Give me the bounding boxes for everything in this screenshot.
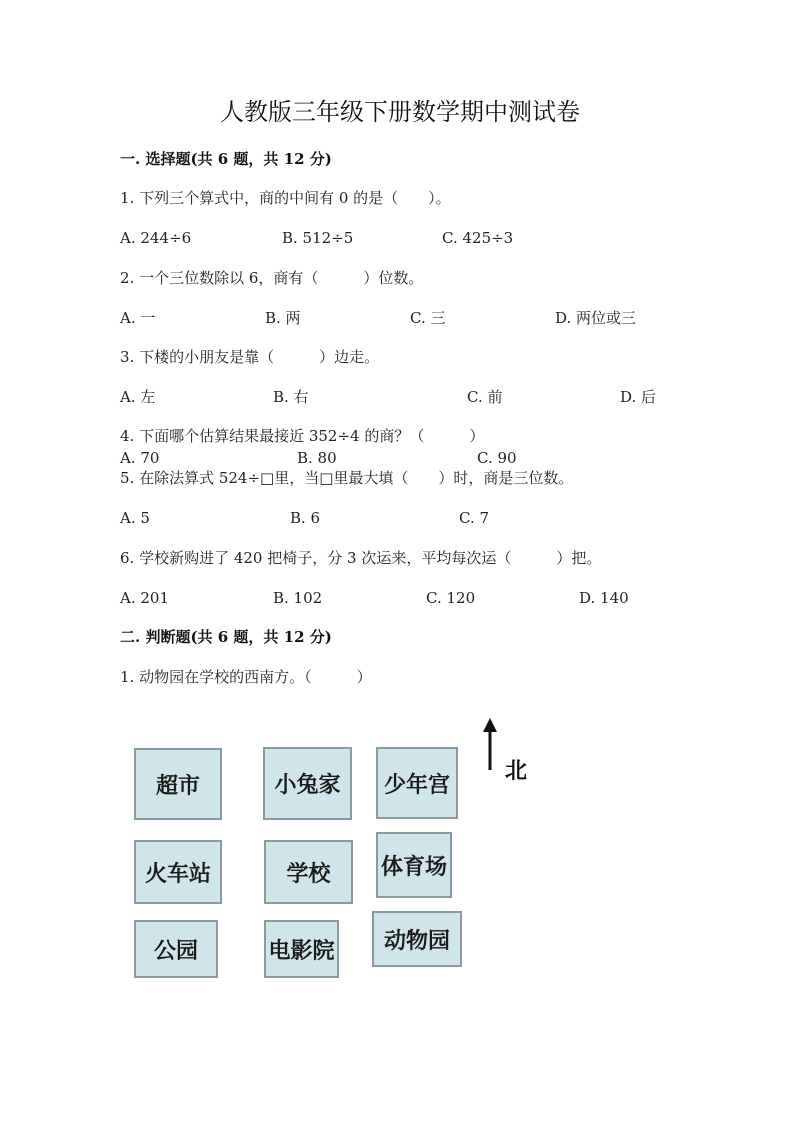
question-6-option-c[interactable]: C. 120	[426, 589, 476, 607]
question-4-stem: 4. 下面哪个估算结果最接近 352÷4 的商？（ ）	[120, 427, 485, 445]
question-6-option-b[interactable]: B. 102	[273, 589, 323, 607]
question-5-option-c[interactable]: C. 7	[459, 509, 490, 527]
map-cell-school: 学校	[264, 840, 353, 904]
map-cell-youth-palace: 少年宫	[376, 747, 458, 819]
question-5-stem: 5. 在除法算式 524÷□里，当□里最大填（ ）时，商是三位数。	[120, 469, 574, 487]
question-1-option-a[interactable]: A. 244÷6	[120, 229, 192, 247]
question-5-option-b[interactable]: B. 6	[290, 509, 321, 527]
question-4-option-a[interactable]: A. 70	[120, 449, 160, 467]
map-cell-bunny-house: 小兔家	[263, 747, 352, 820]
question-1-stem: 1. 下列三个算式中，商的中间有 0 的是（ ）。	[120, 189, 451, 207]
question-3-option-d[interactable]: D. 后	[620, 388, 657, 406]
question-2-option-c[interactable]: C. 三	[410, 309, 446, 327]
question-2-option-a[interactable]: A. 一	[120, 309, 156, 327]
question-4-option-c[interactable]: C. 90	[477, 449, 517, 467]
question-4-option-b[interactable]: B. 80	[297, 449, 337, 467]
question-3-stem: 3. 下楼的小朋友是靠（ ）边走。	[120, 348, 380, 366]
judgment-1-stem: 1. 动物园在学校的西南方。（ ）	[120, 668, 372, 686]
question-2-stem: 2. 一个三位数除以 6，商有（ ）位数。	[120, 269, 424, 287]
question-6-option-a[interactable]: A. 201	[120, 589, 169, 607]
north-arrow-icon	[480, 718, 502, 774]
section-heading-choice: 一. 选择题(共 6 题，共 12 分)	[120, 150, 332, 168]
question-5-option-a[interactable]: A. 5	[120, 509, 150, 527]
map-cell-train-station: 火车站	[134, 840, 222, 904]
question-3-option-c[interactable]: C. 前	[467, 388, 503, 406]
question-1-option-c[interactable]: C. 425÷3	[442, 229, 514, 247]
map-cell-cinema: 电影院	[264, 920, 339, 978]
map-cell-supermarket: 超市	[134, 748, 222, 820]
question-6-stem: 6. 学校新购进了 420 把椅子，分 3 次运来，平均每次运（ ）把。	[120, 549, 602, 567]
question-3-option-b[interactable]: B. 右	[273, 388, 309, 406]
map-cell-stadium: 体育场	[376, 832, 452, 898]
question-2-option-b[interactable]: B. 两	[265, 309, 301, 327]
map-cell-zoo: 动物园	[372, 911, 462, 967]
north-label: 北	[505, 759, 528, 784]
question-2-option-d[interactable]: D. 两位或三	[555, 309, 637, 327]
question-1-option-b[interactable]: B. 512÷5	[282, 229, 354, 247]
question-6-option-d[interactable]: D. 140	[579, 589, 629, 607]
section-heading-judgment: 二. 判断题(共 6 题，共 12 分)	[120, 628, 332, 646]
question-3-option-a[interactable]: A. 左	[120, 388, 156, 406]
page-title: 人教版三年级下册数学期中测试卷	[220, 98, 580, 126]
map-cell-park: 公园	[134, 920, 218, 978]
